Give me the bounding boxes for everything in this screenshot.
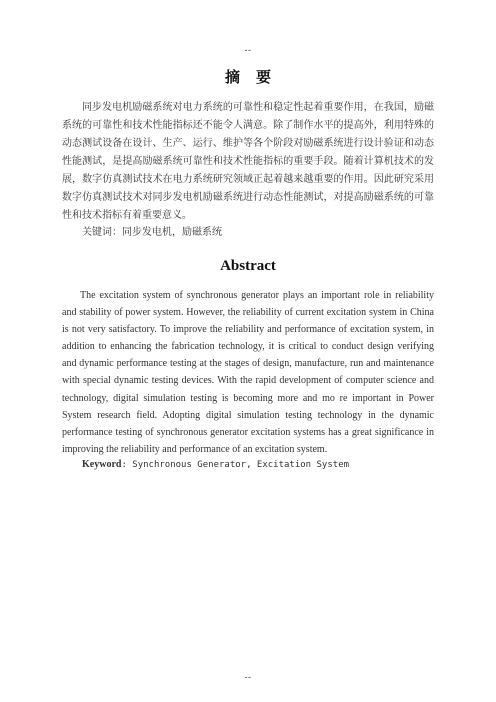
english-keywords [82,458,349,472]
chinese-abstract-title: 摘要 [224,68,287,86]
page-marker-bottom: -- [244,672,252,682]
english-abstract-body: The excitation system of synchronous generator plays an important role in reliability and stability of power system. However, the reliability of current excitation system in China is not very satisfactory. To improve the reliability and performance of excitation system, in addition to enhancing the fabrication technology, it is critical to conduct design verifying and dynamic performance testing at the stages of design, manufacture, run and maintenance with special dynamic testing devices. With the rapid development of computer science and technology, digital simulation testing is becoming more and mo re important in Power System research field. Adopting digital simulation testing technology in the dynamic performance testing of synchronous generator excitation systems has a great significance in improving the reliability and performance of an excitation system. [62,290,434,455]
english-keywords-value: : Synchronous Generator, Excitation System [121,460,350,470]
english-keywords-label: Keyword [82,459,122,470]
chinese-keywords: 关键词：同步发电机，励磁系统 [82,227,222,238]
chinese-abstract-body: 同步发电机励磁系统对电力系统的可靠性和稳定性起着重要作用，在我国，励磁系统的可靠性和技术性能指标还不能令人满意。除了制作水平的提高外，利用特殊的动态测试设备在设计、生产、运行、维护等各个阶段对励磁系统进行设计验证和动态性能测试，是提高励磁系统可靠性和技术性能指标的重要手段。随着计算机技术的发展，数字仿真测试技术在电力系统研究领域正起着越来越重要的作用。因此研究采用数字仿真测试技术对同步发电机励磁系统进行动态性能测试，对提高励磁系统的可靠性和技术指标有着重要意义。 [62,102,434,221]
english-abstract-title: Abstract [220,258,276,274]
page-marker-top: -- [244,45,252,55]
